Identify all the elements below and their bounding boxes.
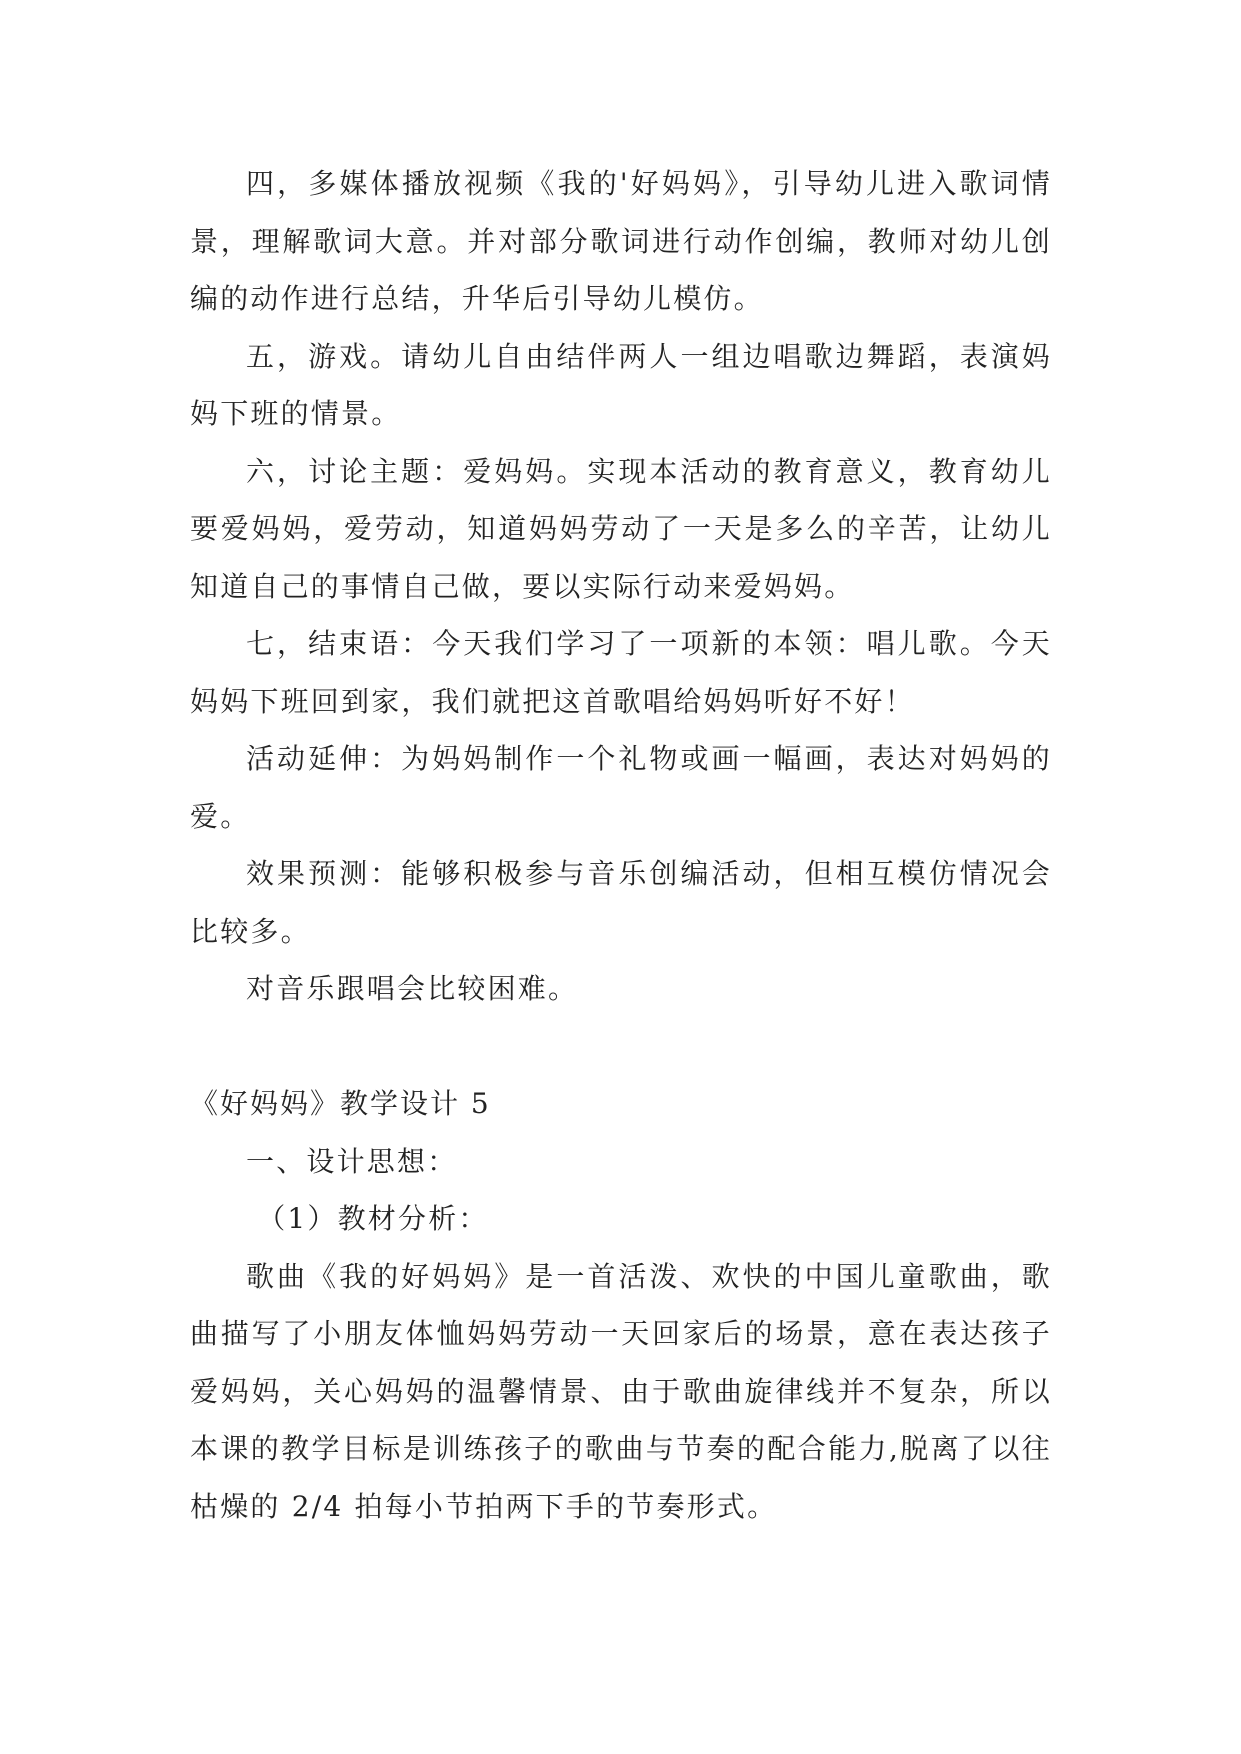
- section-spacer: [190, 1018, 1052, 1076]
- paragraph-step-four: 四，多媒体播放视频《我的'好妈妈》，引导幼儿进入歌词情景，理解歌词大意。并对部分歌词进行动作创编，教师对幼儿创编的动作进行总结，升华后引导幼儿模仿。: [190, 167, 1052, 315]
- document-body: [190, 155, 1052, 1535]
- paragraph-step-seven: 七，结束语：今天我们学习了一项新的本领：唱儿歌。今天妈妈下班回到家，我们就把这首歌唱给妈妈听好不好！: [190, 627, 1052, 718]
- section-title: 《好妈妈》教学设计 5: [190, 1087, 491, 1120]
- paragraph-activity-extension: 活动延伸：为妈妈制作一个礼物或画一幅画，表达对妈妈的爱。: [190, 742, 1052, 833]
- paragraph-design-idea: 一、设计思想：: [246, 1144, 458, 1178]
- paragraph-step-six: 六，讨论主题：爱妈妈。实现本活动的教育意义，教育幼儿要爱妈妈，爱劳动，知道妈妈劳动了一天是多么的辛苦，让幼儿知道自己的事情自己做，要以实际行动来爱妈妈。: [190, 454, 1052, 603]
- paragraph-step-five: 五，游戏。请幼儿自由结伴两人一组边唱歌边舞蹈，表演妈妈下班的情景。: [190, 339, 1052, 430]
- paragraph-material-analysis-heading: （1）教材分析：: [257, 1202, 489, 1235]
- paragraph-expected-effect: 效果预测：能够积极参与音乐创编活动，但相互模仿情况会比较多。: [190, 857, 1052, 948]
- paragraph-material-analysis: 歌曲《我的好妈妈》是一首活泼、欢快的中国儿童歌曲，歌曲描写了小朋友体恤妈妈劳动一天回家后的场景，意在表达孩子爱妈妈，关心妈妈的温馨情景、由于歌曲旋律线并不复杂，所以本课的教学目标是训练孩子的歌曲与节奏的配合能力,脱离了以往枯燥的 2/4 拍每小节拍两下手的节奏形式。: [190, 1259, 1052, 1523]
- paragraph-singing-difficulty: 对音乐跟唱会比较困难。: [246, 972, 579, 1005]
